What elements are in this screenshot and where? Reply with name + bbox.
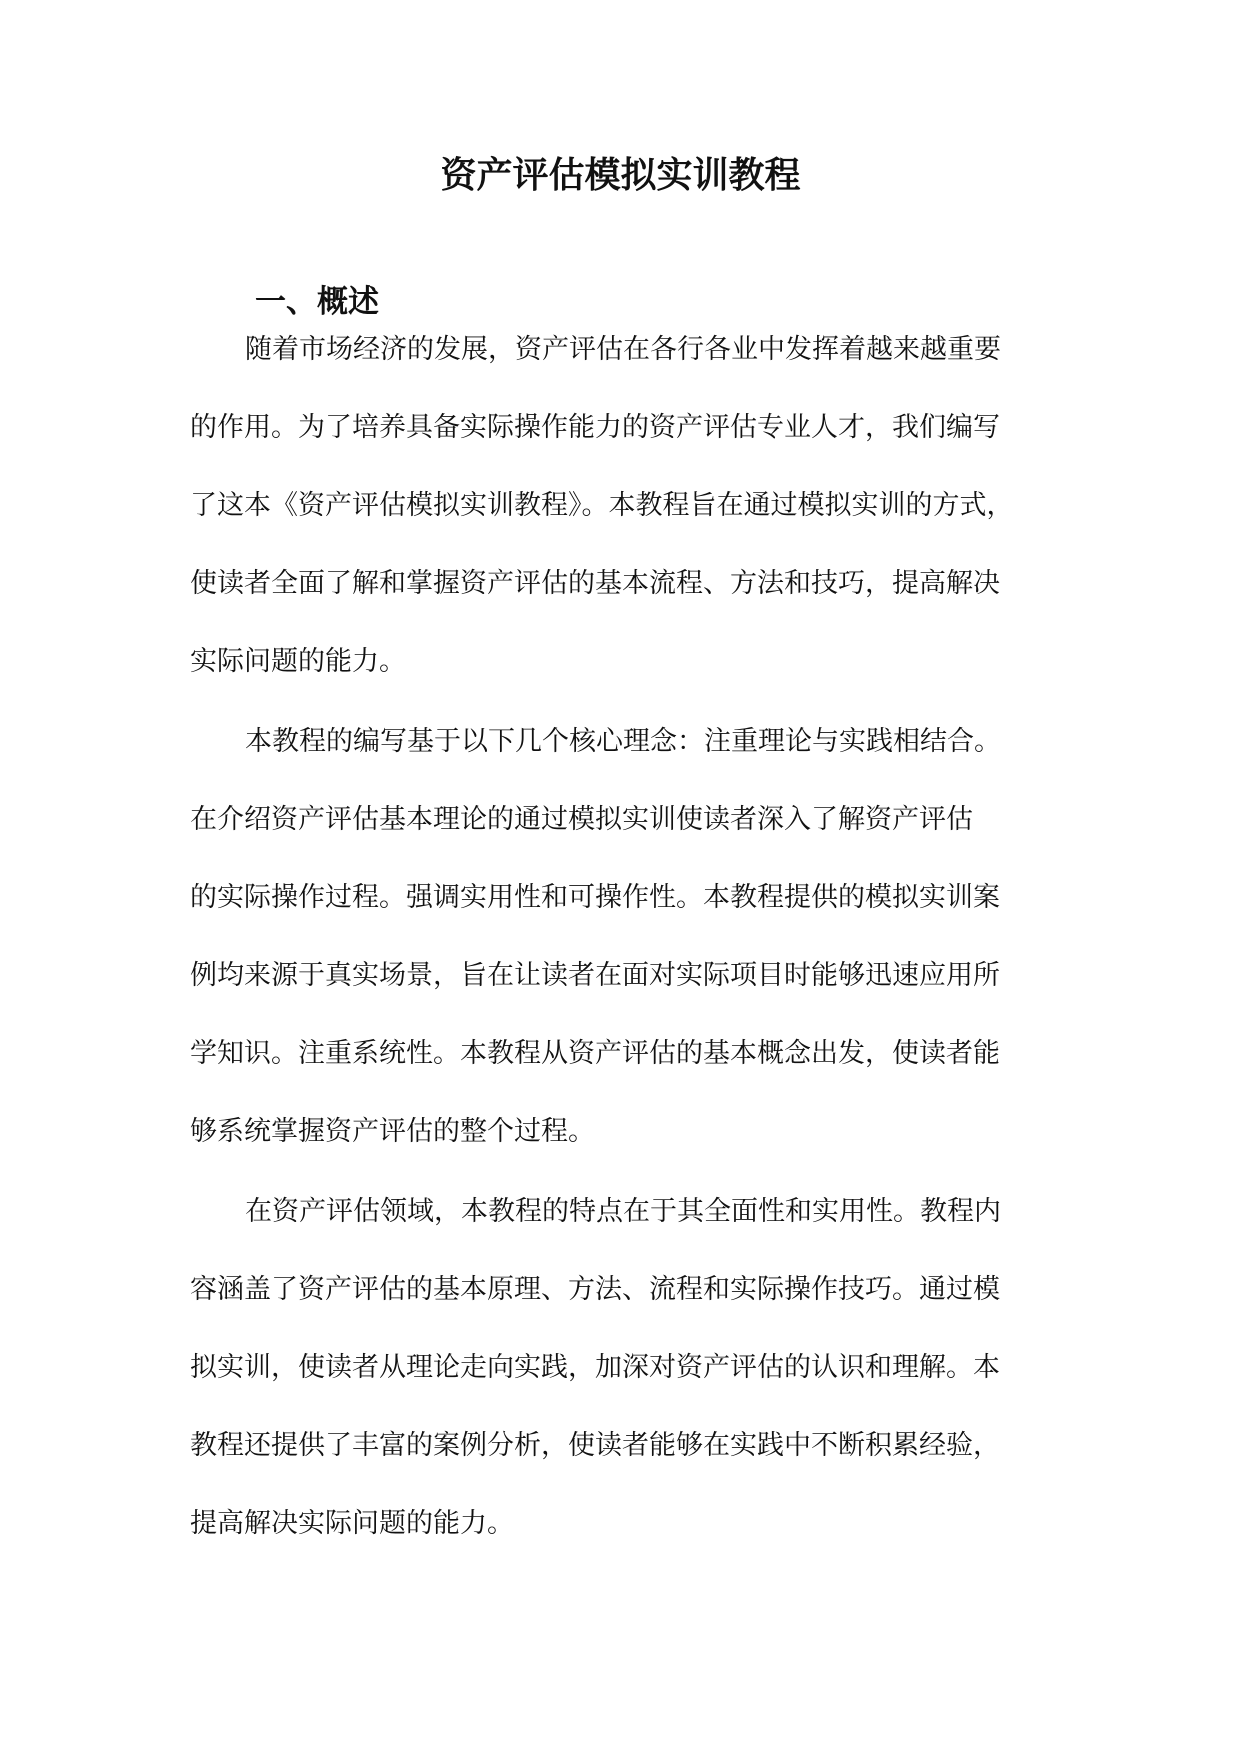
paragraph-3-line-1: 在资产评估领域，本教程的特点在于其全面性和实用性。教程内	[245, 1196, 1001, 1227]
paragraph-2-line-3: 的实际操作过程。强调实用性和可操作性。本教程提供的模拟实训案	[190, 882, 1000, 913]
paragraph-1-line-5: 实际问题的能力。	[190, 646, 406, 677]
paragraph-1-line-1: 随着市场经济的发展，资产评估在各行各业中发挥着越来越重要	[245, 334, 1001, 365]
paragraph-2-line-2: 在介绍资产评估基本理论的通过模拟实训使读者深入了解资产评估	[190, 804, 973, 835]
document-title: 资产评估模拟实训教程	[440, 154, 801, 196]
section-heading: 一、概述	[255, 284, 379, 320]
paragraph-3-line-3: 拟实训，使读者从理论走向实践，加深对资产评估的认识和理解。本	[190, 1352, 1000, 1383]
paragraph-2-line-4: 例均来源于真实场景，旨在让读者在面对实际项目时能够迅速应用所	[190, 960, 1000, 991]
paragraph-2-line-1: 本教程的编写基于以下几个核心理念：注重理论与实践相结合。	[245, 726, 1001, 757]
paragraph-3-line-5: 提高解决实际问题的能力。	[190, 1508, 514, 1539]
paragraph-1-line-3: 了这本《资产评估模拟实训教程》。本教程旨在通过模拟实训的方式，	[190, 490, 1014, 521]
paragraph-1-line-4: 使读者全面了解和掌握资产评估的基本流程、方法和技巧，提高解决	[190, 568, 1000, 599]
paragraph-2-line-5: 学知识。注重系统性。本教程从资产评估的基本概念出发，使读者能	[190, 1038, 1000, 1069]
paragraph-1-line-2: 的作用。为了培养具备实际操作能力的资产评估专业人才，我们编写	[190, 412, 1000, 443]
paragraph-3-line-4: 教程还提供了丰富的案例分析，使读者能够在实践中不断积累经验，	[190, 1430, 1000, 1461]
paragraph-3-line-2: 容涵盖了资产评估的基本原理、方法、流程和实际操作技巧。通过模	[190, 1274, 1000, 1305]
paragraph-2-line-6: 够系统掌握资产评估的整个过程。	[190, 1116, 595, 1147]
